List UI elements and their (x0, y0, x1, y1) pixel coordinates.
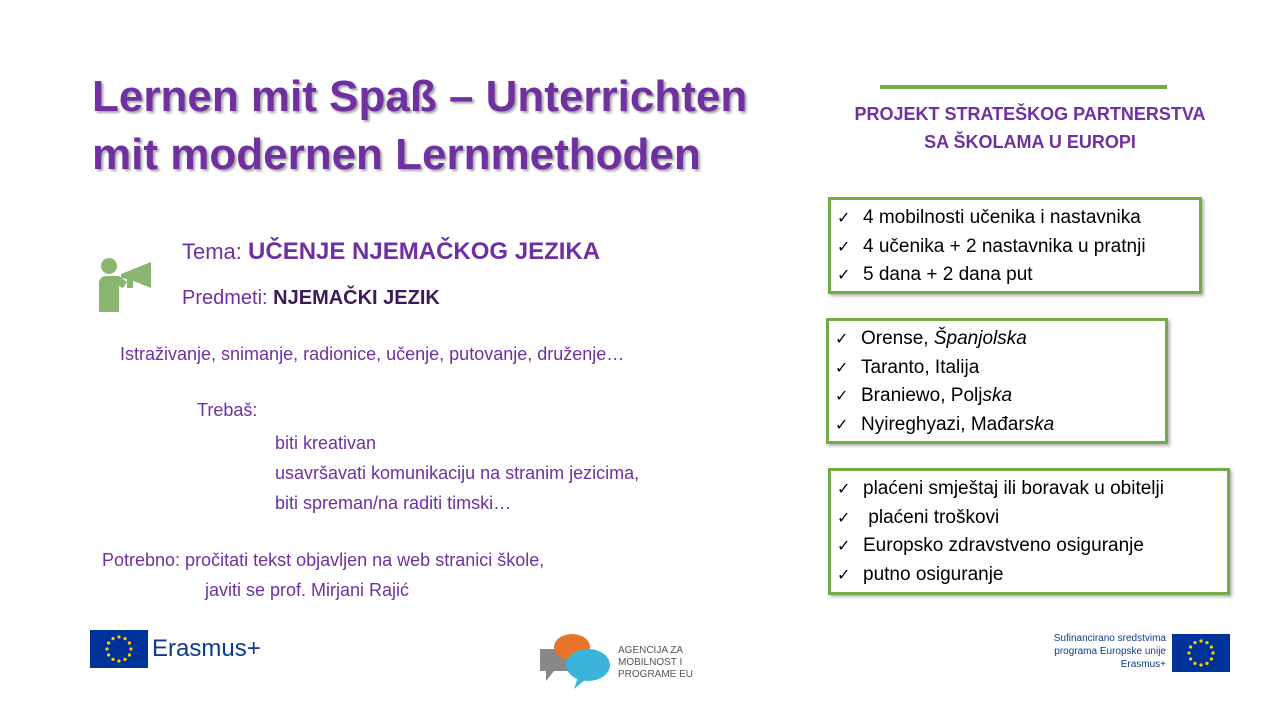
checkmark-icon: ✓ (837, 208, 851, 227)
subjects-label: Predmeti: (182, 287, 274, 309)
country-text: ska (982, 385, 1013, 406)
list-item (837, 561, 1221, 590)
cofunded-logo (1020, 632, 1232, 676)
eu-flag-icon (1172, 634, 1230, 672)
needed-line-2: javiti se prof. Mirjani Rajić (205, 580, 410, 600)
mobility-item-text: 5 dana + 2 dana put (863, 264, 1033, 285)
list-item (835, 411, 1159, 440)
list-item (837, 204, 1193, 233)
title-line-1: Lernen mit Spaß – Unterrichten (92, 72, 748, 121)
checkmark-icon: ✓ (835, 414, 849, 434)
agency-line: MOBILNOST I (618, 657, 683, 668)
city-text: Orense, (861, 328, 934, 349)
speech-bubbles-icon (538, 633, 614, 691)
erasmus-logo (90, 630, 261, 668)
list-item (837, 261, 1193, 290)
country-text: ska (1024, 413, 1055, 435)
mobility-box (828, 197, 1202, 294)
checkmark-icon: ✓ (835, 329, 849, 348)
green-divider (880, 85, 1167, 89)
subjects (182, 287, 440, 310)
project-line-1: PROJEKT STRATEŠKOG PARTNERSTVA (854, 104, 1206, 124)
project-line-2: SA ŠKOLAMA U EUROPI (924, 132, 1136, 152)
erasmus-wordmark: Erasmus+ (152, 635, 261, 662)
eu-flag-icon (90, 630, 148, 668)
cities-box (826, 318, 1168, 444)
requirement-item: biti spreman/na raditi timski… (275, 493, 512, 513)
list-item (837, 532, 1221, 561)
list-item (837, 504, 1221, 533)
cofunded-line: Sufinancirano sredstvima (1053, 633, 1166, 644)
subjects-value: NJEMAČKI JEZIK (273, 287, 440, 309)
requirements-list (275, 428, 639, 518)
cofunded-line: Erasmus+ (1120, 659, 1166, 670)
cost-item-text: plaćeni troškovi (863, 506, 1000, 528)
mobility-item-text: 4 mobilnosti učenika i nastavnika (863, 207, 1141, 228)
cost-item-text: plaćeni smještaj ili boravak u obitelji (863, 478, 1164, 499)
cofunded-text (1020, 632, 1166, 671)
project-heading (830, 100, 1230, 156)
cost-item-text: putno osiguranje (863, 563, 1004, 585)
costs-box (828, 468, 1230, 595)
activities-text: Istraživanje, snimanje, radionice, učenje, putovanje, druženje… (120, 344, 625, 364)
agency-line: PROGRAME EU (618, 669, 694, 680)
city-text: Taranto, Italija (861, 356, 980, 378)
topic-value: UČENJE NJEMAČKOG JEZIKA (248, 238, 601, 265)
slide-title (92, 68, 822, 184)
needed-line-1: Potrebno: pročitati tekst objavljen na web stranici škole, (102, 550, 545, 570)
list-item (835, 382, 1159, 411)
list-item (835, 354, 1159, 383)
list-item (837, 233, 1193, 262)
checkmark-icon: ✓ (837, 236, 851, 256)
checkmark-icon: ✓ (837, 479, 851, 498)
country-text: Španjolska (933, 328, 1027, 349)
agency-line: AGENCIJA ZA (618, 645, 684, 656)
checkmark-icon: ✓ (837, 564, 851, 584)
city-text: Nyireghyazi, Mađar (861, 413, 1025, 435)
megaphone-speaker-icon (97, 256, 153, 317)
list-item (835, 325, 1159, 354)
topic-label: Tema: (182, 239, 249, 264)
cofunded-line: programa Europske unije (1054, 646, 1166, 657)
requirement-item: usavršavati komunikaciju na stranim jezicima, (275, 463, 640, 483)
requirements-label: Trebaš: (197, 400, 258, 420)
requirement-item: biti kreativan (275, 433, 377, 453)
checkmark-icon: ✓ (837, 536, 851, 555)
needed-text (102, 545, 544, 605)
topic (182, 238, 600, 266)
agency-name (618, 645, 708, 681)
cost-item-text: Europsko zdravstveno osiguranje (863, 535, 1144, 556)
checkmark-icon: ✓ (835, 357, 849, 377)
city-text: Braniewo, Polj (861, 385, 983, 406)
mobility-item-text: 4 učenika + 2 nastavnika u pratnji (863, 235, 1146, 257)
checkmark-icon: ✓ (835, 386, 849, 405)
checkmark-icon: ✓ (837, 507, 851, 527)
checkmark-icon: ✓ (837, 265, 851, 284)
title-line-2: mit modernen Lernmethoden (92, 130, 701, 179)
list-item (837, 475, 1221, 504)
agency-logo (538, 633, 694, 696)
